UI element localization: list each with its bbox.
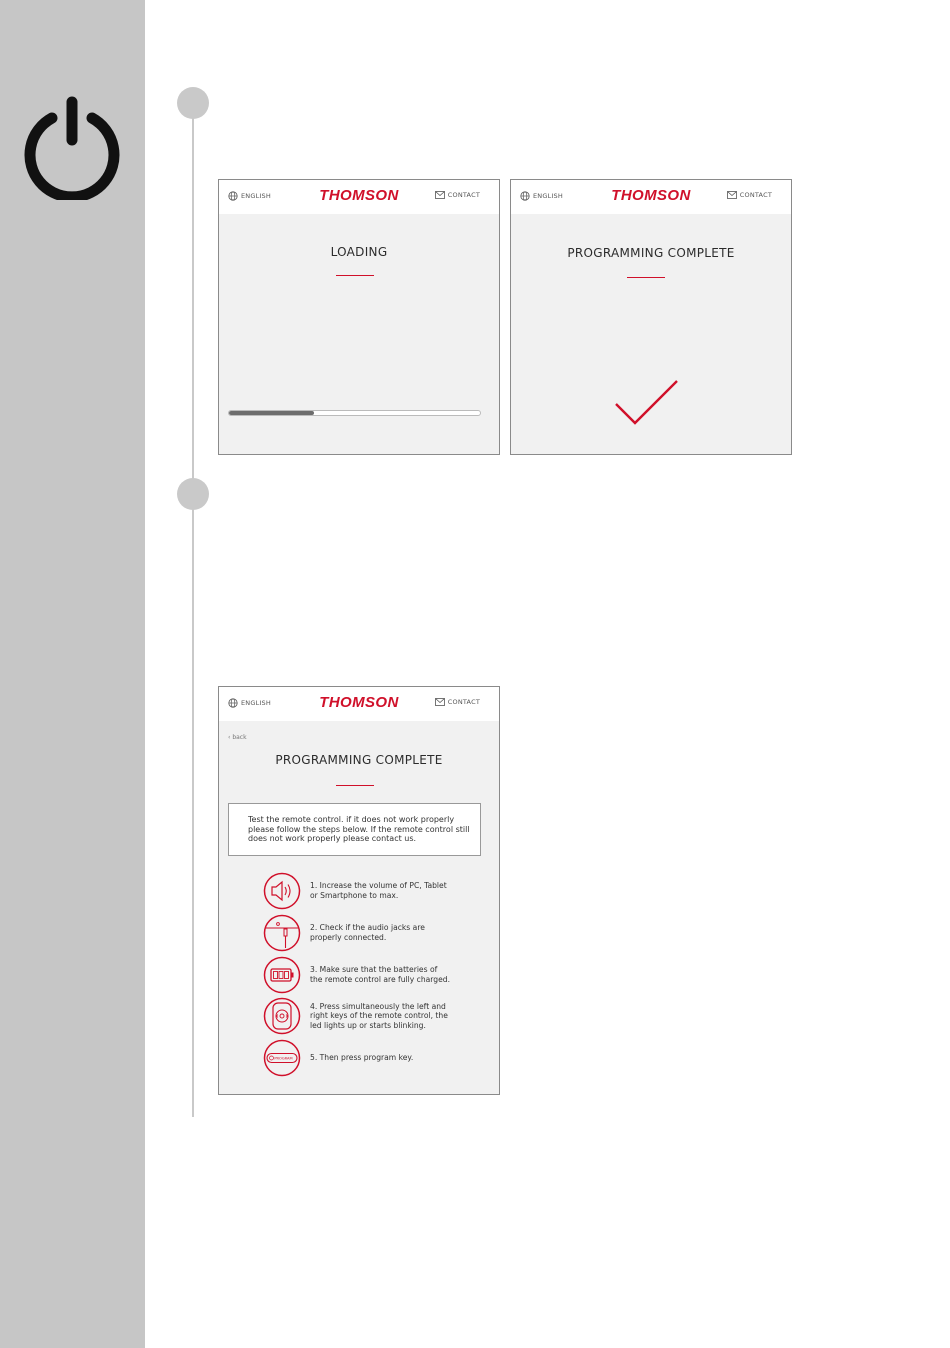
- envelope-icon: [435, 191, 445, 199]
- step-text: 2. Check if the audio jacks are properly connected.: [310, 923, 425, 942]
- troubleshoot-step-5: [263, 1039, 450, 1077]
- sidebar: [0, 0, 145, 1348]
- brand-logo: THOMSON: [319, 694, 399, 711]
- language-label: ENGLISH: [533, 192, 563, 200]
- step-text: 4. Press simultaneously the left and right keys of the remote control, the led lights up or starts blinking.: [310, 1001, 448, 1030]
- troubleshoot-step-3: [263, 956, 450, 994]
- info-text: Test the remote control. if it does not work properly please follow the steps below. If the remote control still does not work properly please contact us.: [248, 815, 470, 843]
- contact-label: CONTACT: [447, 698, 480, 706]
- step-text: 3. Make sure that the batteries of the remote control are fully charged.: [310, 965, 451, 984]
- complete-screen: [510, 179, 792, 455]
- screen-title: PROGRAMMING COMPLETE: [567, 246, 735, 260]
- progress-fill: [229, 411, 314, 415]
- troubleshoot-step-1: [263, 872, 450, 910]
- title-underline: [336, 275, 374, 276]
- step-marker-1: [177, 87, 209, 119]
- contact-link[interactable]: [435, 698, 480, 706]
- progress-bar: [228, 410, 481, 416]
- power-icon: [22, 96, 122, 200]
- speaker-volume-icon: [263, 872, 301, 910]
- info-box: [228, 803, 481, 856]
- audio-jack-icon: [263, 914, 301, 952]
- screen-title: PROGRAMMING COMPLETE: [275, 753, 443, 767]
- brand-logo: THOMSON: [319, 187, 399, 204]
- title-underline: [627, 277, 665, 278]
- program-key-label: PROGRAM: [274, 1056, 293, 1061]
- troubleshoot-screen: [218, 686, 500, 1095]
- back-label: back: [232, 734, 247, 741]
- back-link[interactable]: [228, 734, 247, 741]
- loading-screen: [218, 179, 500, 455]
- chevron-left-icon: ‹: [228, 734, 233, 741]
- contact-link[interactable]: [727, 191, 772, 199]
- language-label: ENGLISH: [241, 699, 271, 707]
- program-key-icon: [263, 1039, 301, 1077]
- language-label: ENGLISH: [241, 192, 271, 200]
- troubleshoot-step-4: [263, 997, 450, 1035]
- envelope-icon: [727, 191, 737, 199]
- contact-label: CONTACT: [739, 191, 772, 199]
- contact-label: CONTACT: [447, 191, 480, 199]
- contact-link[interactable]: [435, 191, 480, 199]
- step-marker-2: [177, 478, 209, 510]
- remote-keys-icon: [263, 997, 301, 1035]
- checkmark-icon: [613, 378, 681, 428]
- troubleshoot-step-2: [263, 914, 450, 952]
- step-text: 1. Increase the volume of PC, Tablet or Smartphone to max.: [310, 881, 447, 900]
- app-header: [511, 180, 791, 214]
- timeline-line: [192, 100, 194, 1117]
- envelope-icon: [435, 698, 445, 706]
- screen-title: LOADING: [330, 245, 388, 259]
- step-text: 5. Then press program key.: [310, 1053, 414, 1063]
- battery-icon: [263, 956, 301, 994]
- brand-logo: THOMSON: [611, 187, 691, 204]
- app-header: [219, 180, 499, 214]
- app-header: [219, 687, 499, 721]
- title-underline: [336, 785, 374, 786]
